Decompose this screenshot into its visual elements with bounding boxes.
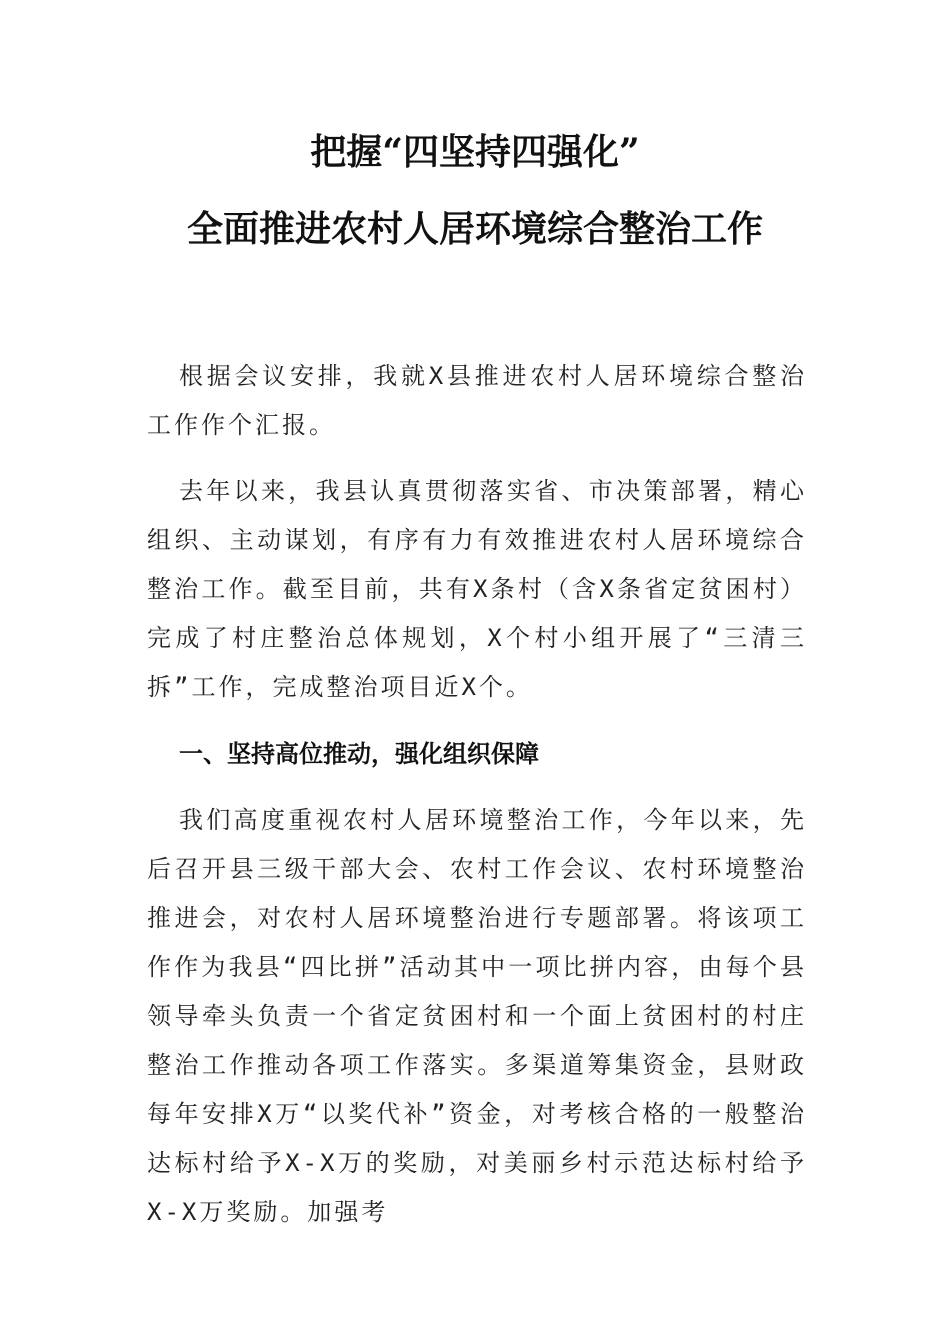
document-title-line-2: 全面推进农村人居环境综合整治工作: [186, 208, 763, 250]
document-title-line-1: 把握“四坚持四强化”: [310, 131, 640, 173]
section-1-paragraph: 我们高度重视农村人居环境整治工作，今年以来，先后召开县三级干部大会、农村工作会议、农村环境整治推进会，对农村人居环境整治进行专题部署。将该项工作作为我县“四比拼”活动其中一项比拼内容，由每个县领导牵头负责一个省定贫困村和一个面上贫困村的村庄整治工作推动各项工作落实。多渠道筹集资金，县财政每年安排X万“以奖代补”资金，对考核合格的一般整治达标村给予X-X万的奖励，对美丽乡村示范达标村给予X-X万奖励。加强考: [147, 806, 807, 1226]
summary-paragraph: 去年以来，我县认真贯彻落实省、市决策部署，精心组织、主动谋划，有序有力有效推进农村人居环境综合整治工作。截至目前，共有X条村（含X条省定贫困村）完成了村庄整治总体规划，X个村小组开展了“三清三拆”工作，完成整治项目近X个。: [147, 477, 807, 701]
intro-paragraph: 根据会议安排，我就X县推进农村人居环境综合整治工作作个汇报。: [147, 362, 807, 439]
section-1-heading: 一、坚持高位推动，强化组织保障: [179, 740, 539, 768]
